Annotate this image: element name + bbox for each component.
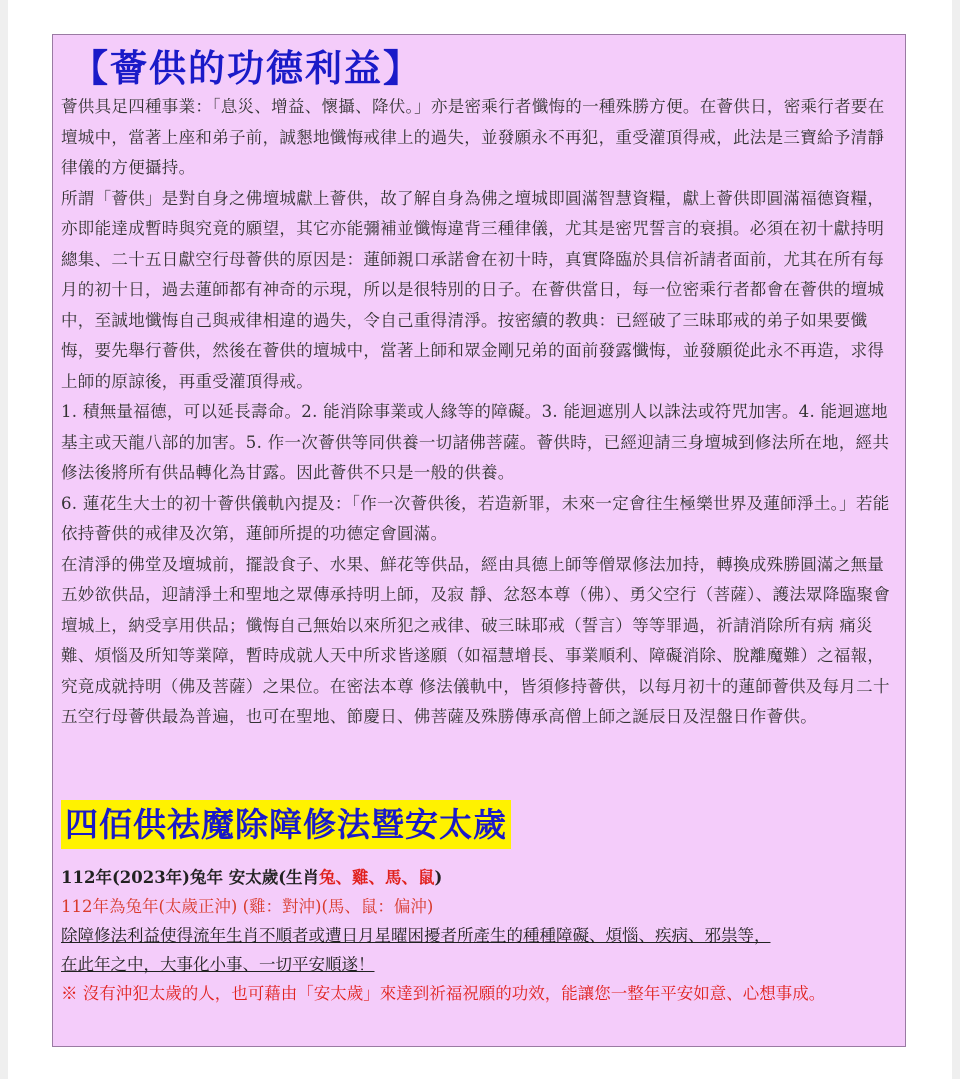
taisui-section	[61, 863, 899, 1008]
content-panel	[52, 34, 906, 1047]
paragraph-four-activities: 薈供具足四種事業：「息災、增益、懷攝、降伏。」亦是密乘行者懺悔的一種殊勝方便。在薈供日，密乘行者要在壇城中，當著上座和弟子前，誠懇地懺悔戒律上的過失，並發願永不再犯，重受灌頂得戒，此法是三寶給予清靜律儀的方便攝持。	[61, 97, 885, 177]
paragraph-meaning: 所謂「薈供」是對自身之佛壇城獻上薈供，故了解自身為佛之壇城即圓滿智慧資糧，獻上薈供即圓滿福德資糧，亦即能達成暫時與究竟的願望，其它亦能彌補並懺悔違背三種律儀，尤其是密咒誓言的衰損。必須在初十獻持明總集、二十五日獻空行母薈供的原因是：蓮師親口承諾會在初十時，真實降臨於具信祈請者面前，尤其在所有每月的初十日，過去蓮師都有神奇的示現，所以是很特別的日子。在薈供當日，每一位密乘行者都會在薈供的壇城中，至誠地懺悔自己與戒律相違的過失，令自己重得清淨。按密續的教典：已經破了三昧耶戒的弟子如果要懺悔，要先舉行薈供，然後在薈供的壇城中，當著上師和眾金剛兄弟的面前發露懺悔，並發願從此永不再造，求得上師的原諒後，再重受灌頂得戒。	[61, 188, 885, 391]
section-heading-taisui: 四佰供祛魔除障修法暨安太歲	[61, 800, 511, 849]
paragraph-benefits-1-5: 1. 積無量福德，可以延長壽命。2. 能消除事業或人緣等的障礙。3. 能迴遮別人以誅法或符咒加害。4. 能迴遮地基主或天龍八部的加害。5. 作一次薈供等同供養一切諸佛菩薩。薈供時，已經迎請三身壇城到修法所在地，經共修法後將所有供品轉化為甘露。因此薈供不只是一般的供養。	[61, 402, 890, 482]
paragraph-offerings: 在清淨的佛堂及壇城前，擺設食子、水果、鮮花等供品，經由具德上師等僧眾修法加持，轉換成殊勝圓滿之無量五妙欲供品，迎請淨土和聖地之眾傳承持明上師，及寂 靜、忿怒本尊（佛）、勇父空行（菩薩）、護法眾降臨聚會壇城上，納受享用供品；懺悔自己無始以來所犯之戒律、破三昧耶戒（誓言）等等罪過，祈請消除所有病 痛災難、煩惱及所知等業障，暫時成就人天中所求皆遂願（如福慧增長、事業順利、障礙消除、脫離魔難）之福報，究竟成就持明（佛及菩薩）之果位。在密法本尊 修法儀軌中，皆須修持薈供，以每月初十的蓮師薈供及每月二十五空行母薈供最為普遍，也可在聖地、節慶日、佛菩薩及殊勝傳承高僧上師之誕辰日及涅盤日作薈供。	[61, 554, 891, 726]
benefit-line-1: 除障修法利益使得流年生肖不順者或遭日月星曜困擾者所產生的種種障礙、煩惱、疾病、邪祟等，	[61, 926, 771, 945]
paragraph-benefit-6: 6. 蓮花生大士的初十薈供儀軌內提及：「作一次薈供後，若造新罪，未來一定會往生極樂世界及蓮師淨土。」若能依持薈供的戒律及次第，蓮師所提的功德定會圓滿。	[61, 493, 890, 543]
right-page-edge	[952, 0, 960, 1079]
zodiac-list: 兔、雞、馬、鼠	[319, 868, 435, 887]
left-page-edge	[0, 0, 8, 1079]
page-title: 【薈供的功德利益】	[71, 46, 422, 90]
year-suffix: )	[434, 868, 443, 887]
body-text	[61, 92, 899, 733]
note-line: ※ 沒有沖犯太歲的人，也可藉由「安太歲」來達到祈福祝願的功效，能讓您一整年平安如意、心想事成。	[61, 984, 826, 1003]
year-prefix: 112年(2023年)兔年 安太歲(生肖	[61, 868, 320, 887]
benefit-line-2: 在此年之中，大事化小事、一切平安順遂！	[61, 955, 375, 974]
clash-line: 112年為兔年(太歲正沖) (雞：對沖)(馬、鼠：偏沖)	[61, 897, 434, 916]
year-line	[61, 863, 899, 892]
